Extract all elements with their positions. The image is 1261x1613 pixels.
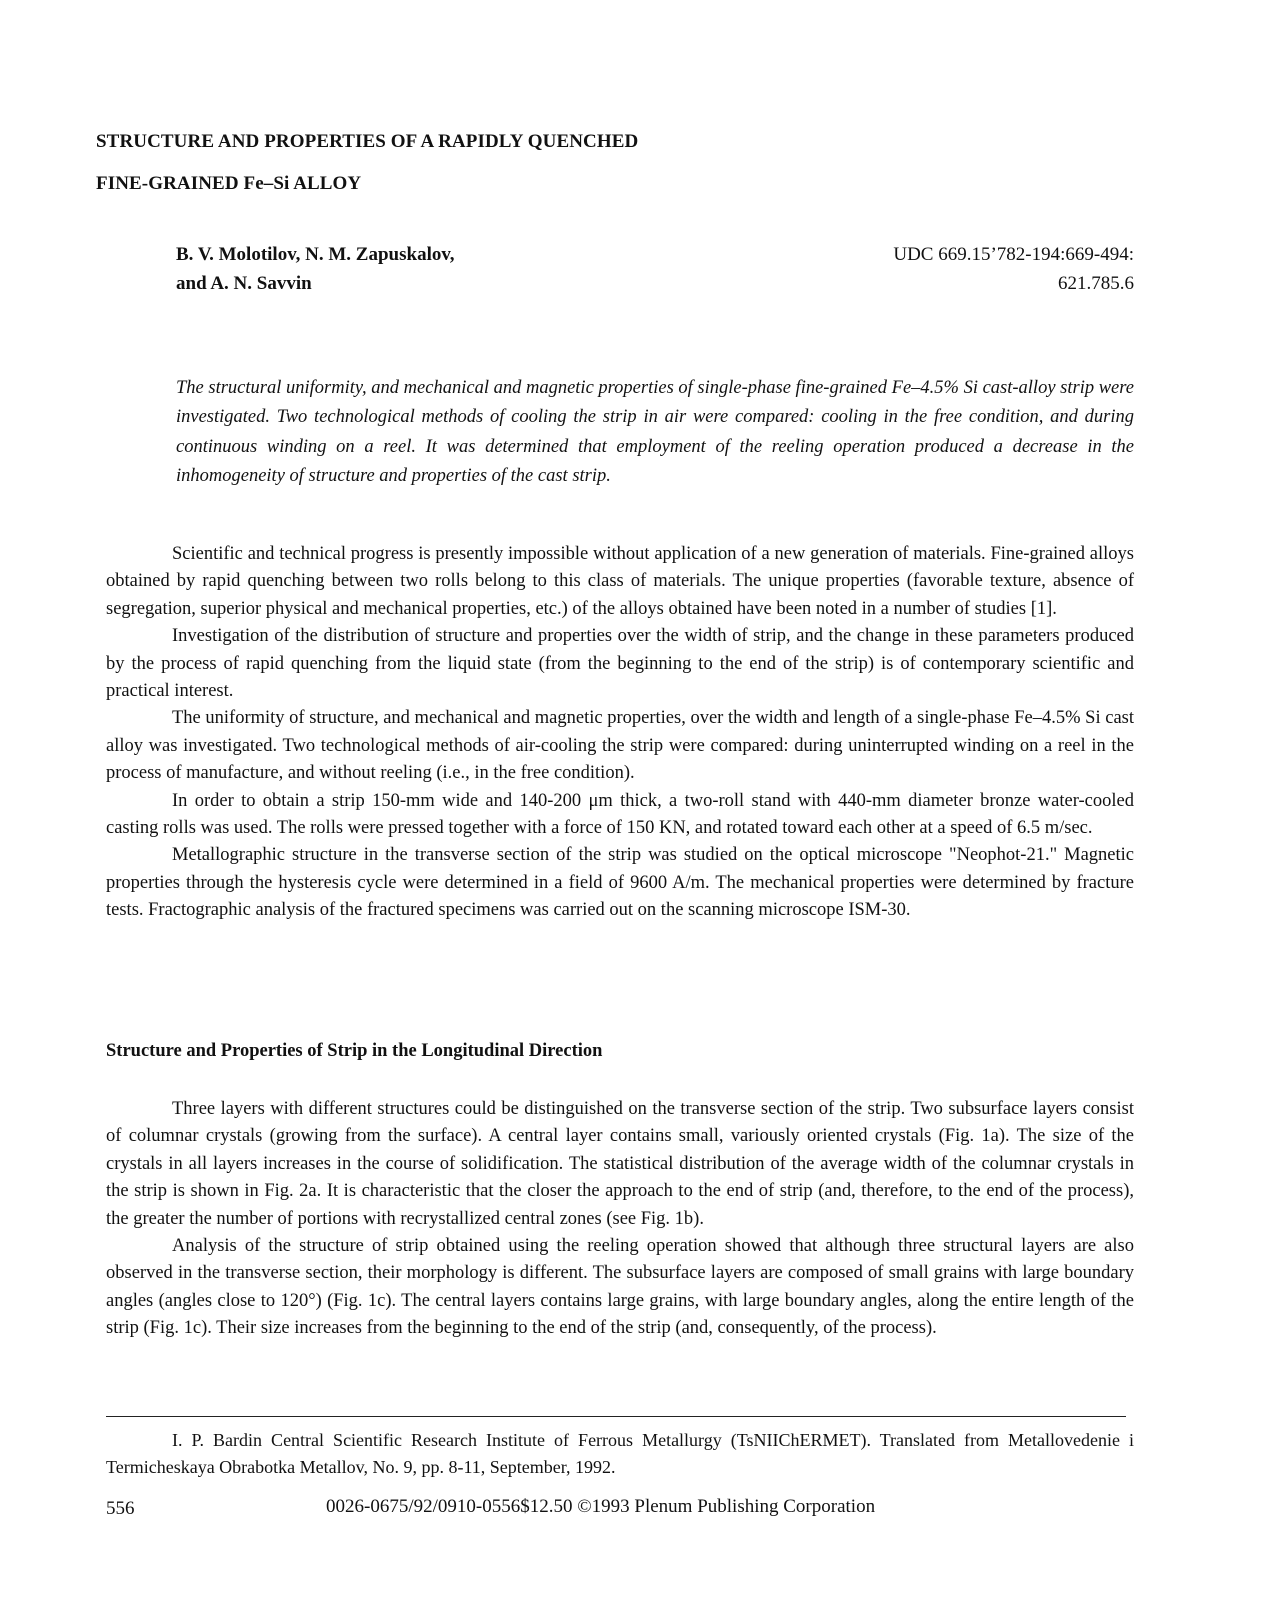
paragraph: The uniformity of structure, and mechanical and magnetic properties, over the width and length of a single-phase Fe–4.5% Si cast alloy was investigated. Two technological methods of air-cooling the strip were compared: during uninterrupted winding on a reel in the process of manufacture, and without reeling (i.e., in the free condition).	[106, 708, 1134, 784]
paragraph: Three layers with different structures could be distinguished on the transverse section of the strip. Two subsurface layers consist of columnar crystals (growing from the surface). A central layer contains small, variously oriented crystals (Fig. 1a). The size of the crystals in all layers increases in the course of solidification. The statistical distribution of the average width of the columnar crystals in the strip is shown in Fig. 2a. It is characteristic that the closer the approach to the end of strip (and, therefore, to the end of the process), the greater the number of portions with recrystallized central zones (see Fig. 1b).	[106, 1099, 1134, 1229]
paragraph: Investigation of the distribution of structure and properties over the width of strip, and the change in these parameters produced by the process of rapid quenching from the liquid state (from the beginning to the end of the strip) is of contemporary scientific and practical interest.	[106, 626, 1134, 702]
paragraph: Scientific and technical progress is presently impossible without application of a new generation of materials. Fine-grained alloys obtained by rapid quenching between two rolls belong to this class of materials. The unique properties (favorable texture, absence of segregation, superior physical and mechanical properties, etc.) of the alloys obtained have been noted in a number of studies [1].	[106, 544, 1134, 619]
copyright-line: 0026-0675/92/0910-0556$12.50 ©1993 Plenum Publishing Corporation	[326, 1496, 876, 1517]
abstract: The structural uniformity, and mechanical and magnetic properties of single-phase fine-grained Fe–4.5% Si cast-alloy strip were investigated. Two technological methods of cooling the strip in air were compared: cooling in the free condition, and during continuous winding on a reel. It was determined that employment of the reeling operation produced a decrease in the inhomogeneity of structure and properties of the cast strip.	[176, 378, 1134, 486]
udc-line-2: 621.785.6	[1058, 273, 1134, 294]
authors-line-2: and A. N. Savvin	[176, 273, 312, 294]
udc-code	[893, 240, 1134, 298]
footnote-divider	[106, 1416, 1126, 1417]
authors-line-1: B. V. Molotilov, N. M. Zapuskalov,	[176, 244, 455, 265]
introduction-section	[106, 541, 1134, 925]
paragraph: Analysis of the structure of strip obtained using the reeling operation showed that although three structural layers are also observed in the transverse section, their morphology is different. The subsurface layers are composed of small grains with large boundary angles (angles close to 120°) (Fig. 1c). The central layers contains large grains, with large boundary angles, along the entire length of the strip (Fig. 1c). Their size increases from the beginning to the end of the strip (and, consequently, of the process).	[106, 1236, 1134, 1339]
article-title-line-1: STRUCTURE AND PROPERTIES OF A RAPIDLY QUENCHED	[96, 131, 639, 152]
paragraph: In order to obtain a strip 150-mm wide and 140-200 μm thick, a two-roll stand with 440-mm diameter bronze water-cooled casting rolls was used. The rolls were pressed together with a force of 150 KN, and rotated toward each other at a speed of 6.5 m/sec.	[106, 790, 1134, 839]
footnote	[106, 1427, 1134, 1481]
authors	[176, 240, 455, 298]
udc-line-1: UDC 669.15’782-194:669-494:	[893, 244, 1134, 265]
article-title-line-2: FINE-GRAINED Fe–Si ALLOY	[96, 173, 362, 194]
page-number: 556	[106, 1498, 135, 1519]
longitudinal-section	[106, 1096, 1134, 1343]
paragraph: Metallographic structure in the transverse section of the strip was studied on the optical microscope "Neophot-21." Magnetic properties through the hysteresis cycle were determined in a field of 9600 A/m. The mechanical properties were determined by fracture tests. Fractographic analysis of the fractured specimens was carried out on the scanning microscope ISM-30.	[106, 845, 1134, 921]
footnote-text: I. P. Bardin Central Scientific Research Institute of Ferrous Metallurgy (TsNIIChERMET). Translated from Metallovedenie i Termicheskaya Obrabotka Metallov, No. 9, pp. 8-11, September, 1992.	[106, 1430, 1134, 1477]
section-heading: Structure and Properties of Strip in the Longitudinal Direction	[106, 1041, 603, 1061]
